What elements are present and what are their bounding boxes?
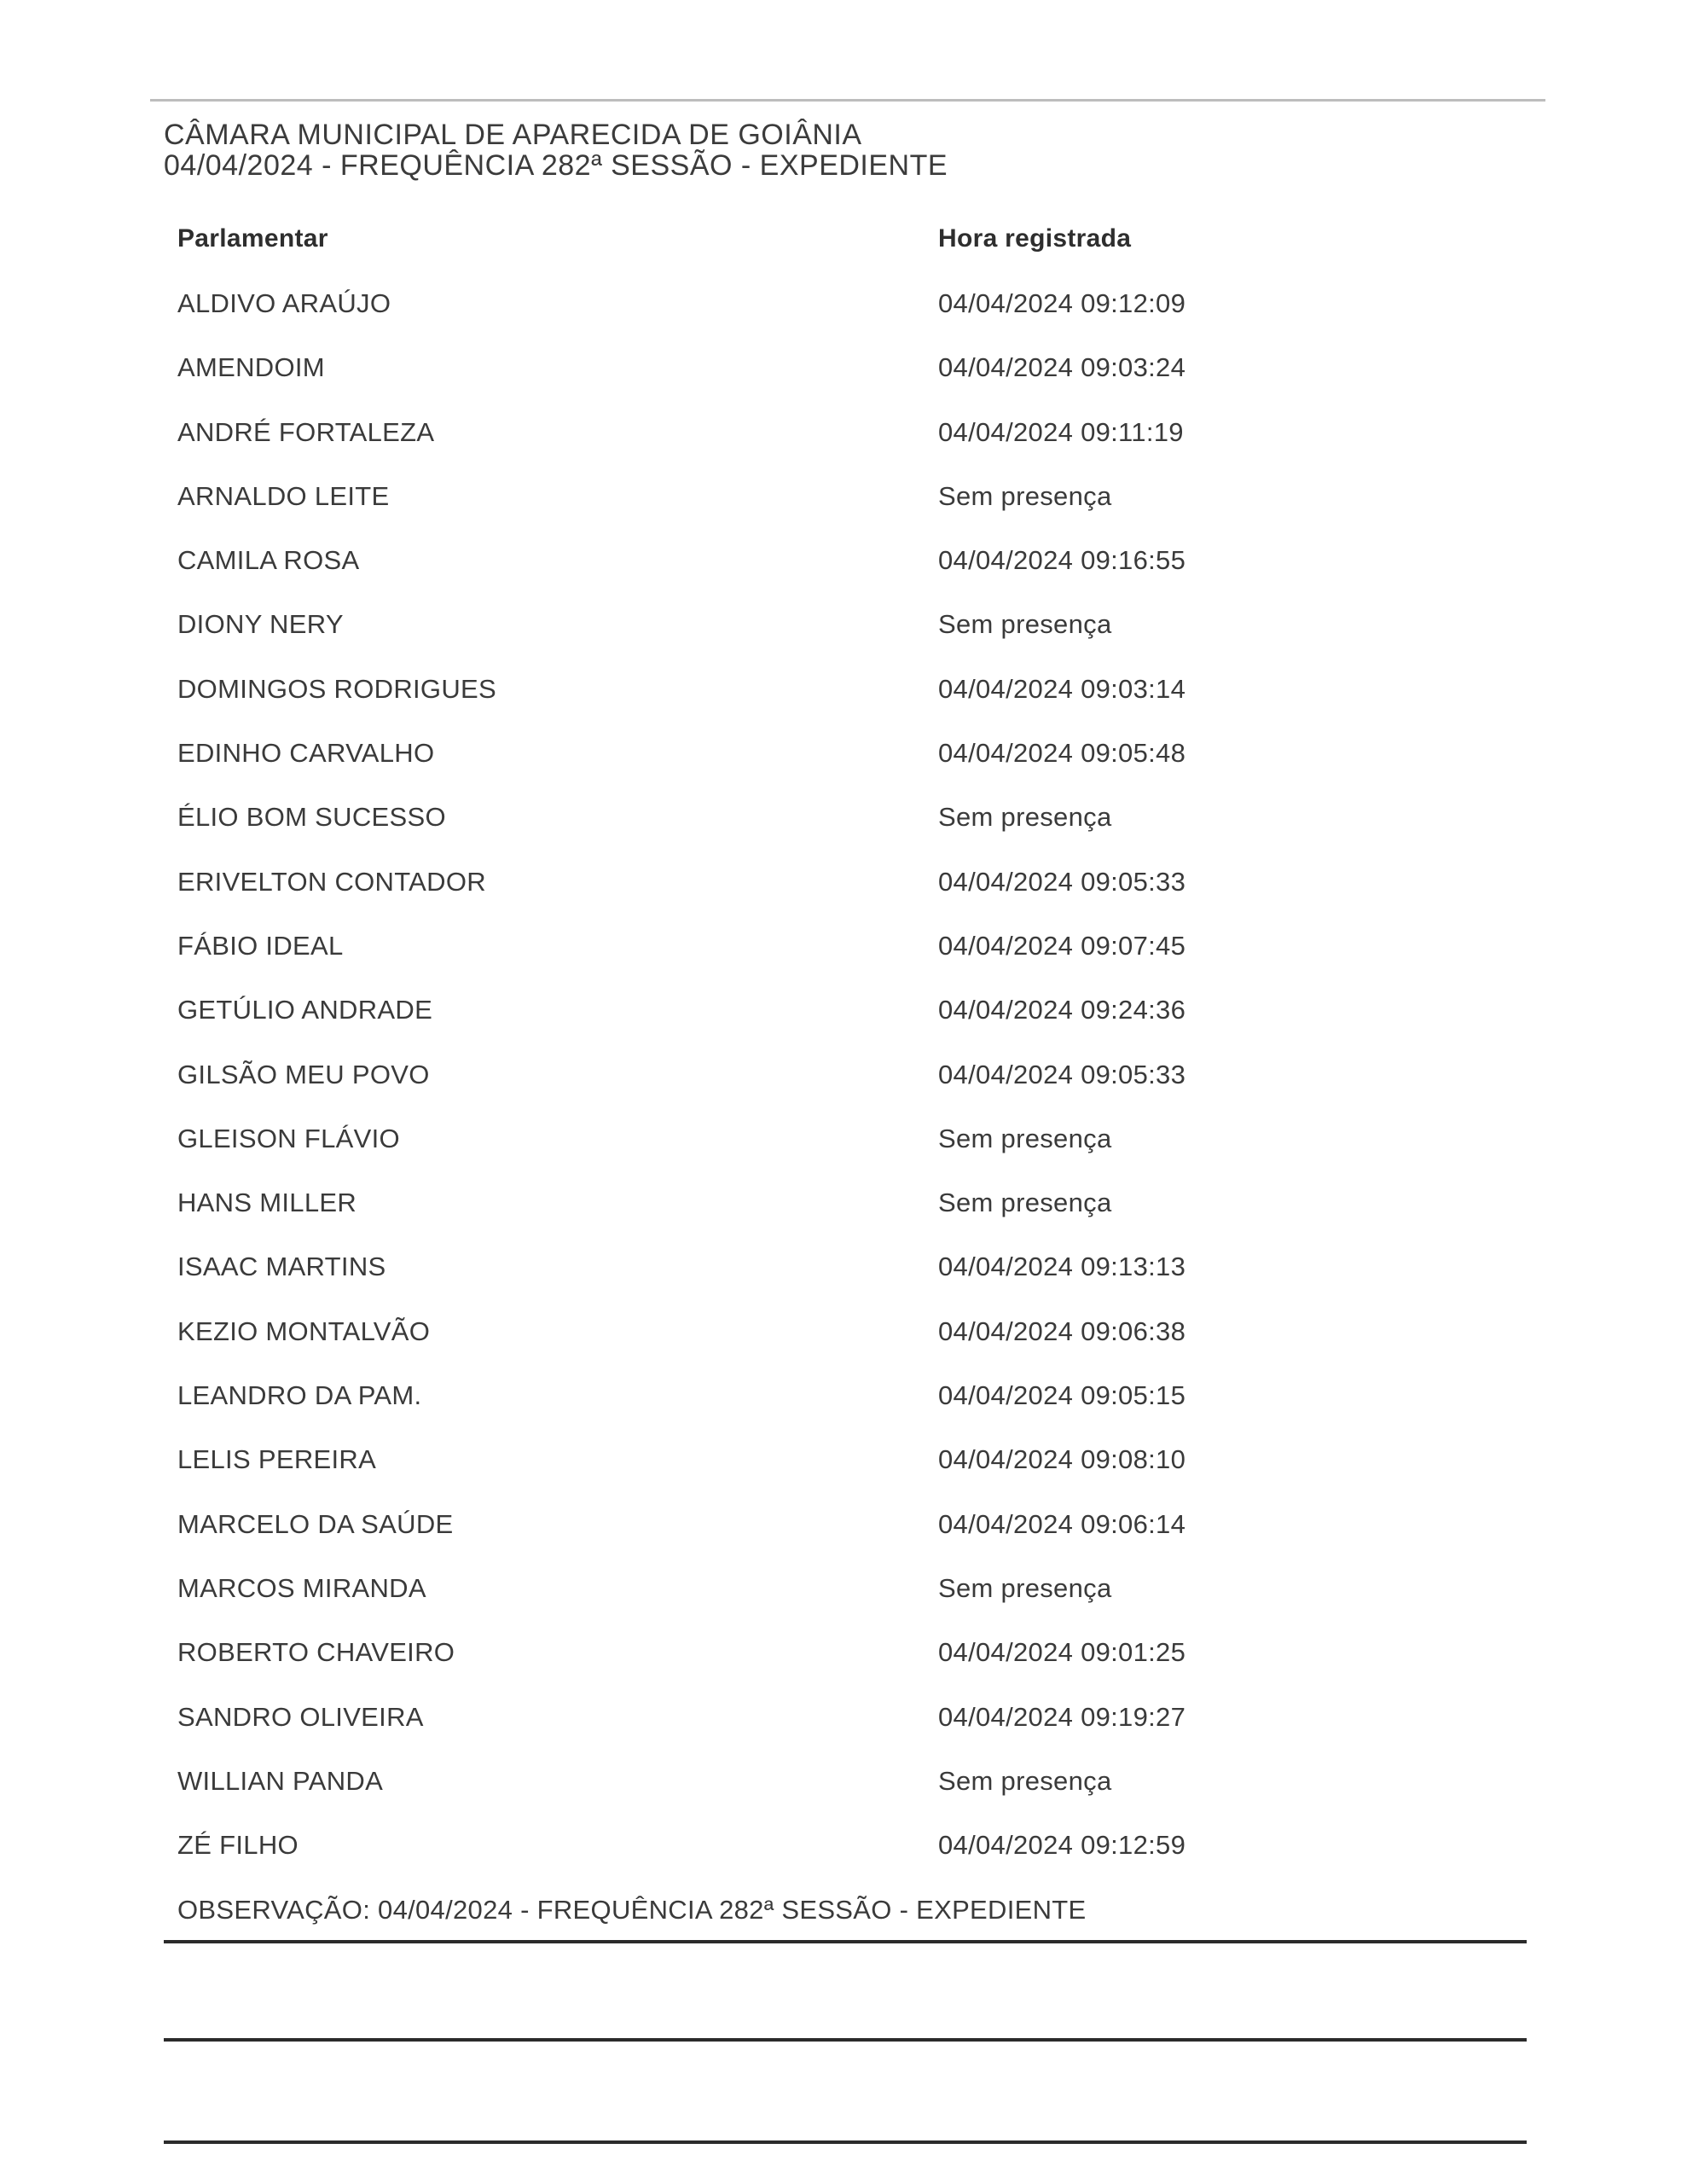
table-row xyxy=(177,607,1508,671)
table-row xyxy=(177,1571,1508,1635)
hora-registrada: Sem presença xyxy=(938,802,1112,833)
table-row xyxy=(177,1250,1508,1314)
table-row xyxy=(177,1379,1508,1443)
parlamentar-name: FÁBIO IDEAL xyxy=(177,930,344,961)
parlamentar-name: DIONY NERY xyxy=(177,609,344,640)
table-row xyxy=(177,929,1508,993)
hora-registrada: 04/04/2024 09:06:14 xyxy=(938,1508,1186,1539)
hora-registrada: 04/04/2024 09:24:36 xyxy=(938,995,1186,1025)
column-header-parlamentar: Parlamentar xyxy=(177,224,328,253)
parlamentar-name: CAMILA ROSA xyxy=(177,545,360,576)
hora-registrada: 04/04/2024 09:11:19 xyxy=(938,416,1184,447)
parlamentar-name: LEANDRO DA PAM. xyxy=(177,1380,422,1411)
hora-registrada: 04/04/2024 09:13:13 xyxy=(938,1252,1186,1282)
hora-registrada: Sem presença xyxy=(938,1572,1112,1603)
parlamentar-name: LELIS PEREIRA xyxy=(177,1444,377,1475)
table-row xyxy=(177,993,1508,1057)
document-header xyxy=(164,119,1528,181)
table-row xyxy=(177,1764,1508,1828)
table-row xyxy=(177,1122,1508,1186)
parlamentar-name: GETÚLIO ANDRADE xyxy=(177,995,433,1025)
parlamentar-name: AMENDOIM xyxy=(177,352,325,383)
hora-registrada: 04/04/2024 09:06:38 xyxy=(938,1316,1186,1346)
hora-registrada: 04/04/2024 09:05:33 xyxy=(938,1059,1186,1089)
signature-line-2 xyxy=(164,2038,1527,2042)
parlamentar-name: ROBERTO CHAVEIRO xyxy=(177,1637,455,1668)
parlamentar-name: MARCOS MIRANDA xyxy=(177,1572,426,1603)
session-title: 04/04/2024 - FREQUÊNCIA 282ª SESSÃO - EXPEDIENTE xyxy=(164,149,948,182)
table-row xyxy=(177,543,1508,607)
parlamentar-name: ALDIVO ARAÚJO xyxy=(177,288,391,318)
parlamentar-name: DOMINGOS RODRIGUES xyxy=(177,673,496,704)
parlamentar-name: SANDRO OLIVEIRA xyxy=(177,1701,424,1732)
table-row xyxy=(177,1058,1508,1122)
hora-registrada: 04/04/2024 09:08:10 xyxy=(938,1444,1186,1475)
hora-registrada: 04/04/2024 09:12:59 xyxy=(938,1830,1186,1861)
top-divider xyxy=(150,99,1545,102)
parlamentar-name: ZÉ FILHO xyxy=(177,1830,299,1861)
table-body xyxy=(177,287,1508,1892)
parlamentar-name: KEZIO MONTALVÃO xyxy=(177,1316,431,1346)
hora-registrada: 04/04/2024 09:05:33 xyxy=(938,866,1186,897)
parlamentar-name: GILSÃO MEU POVO xyxy=(177,1059,430,1089)
table-row xyxy=(177,800,1508,864)
parlamentar-name: ÉLIO BOM SUCESSO xyxy=(177,802,446,833)
table-row xyxy=(177,479,1508,543)
attendance-table xyxy=(177,222,1508,1892)
table-row xyxy=(177,1186,1508,1250)
hora-registrada: 04/04/2024 09:07:45 xyxy=(938,930,1186,961)
institution-title: CÂMARA MUNICIPAL DE APARECIDA DE GOIÂNIA xyxy=(164,119,862,151)
hora-registrada: 04/04/2024 09:05:48 xyxy=(938,738,1186,769)
table-row xyxy=(177,1315,1508,1379)
hora-registrada: Sem presença xyxy=(938,609,1112,640)
hora-registrada: Sem presença xyxy=(938,1765,1112,1796)
hora-registrada: 04/04/2024 09:19:27 xyxy=(938,1701,1186,1732)
table-row xyxy=(177,351,1508,415)
table-row xyxy=(177,287,1508,351)
parlamentar-name: ANDRÉ FORTALEZA xyxy=(177,416,435,447)
table-row xyxy=(177,1507,1508,1571)
table-row xyxy=(177,415,1508,479)
parlamentar-name: HANS MILLER xyxy=(177,1188,357,1218)
table-row xyxy=(177,1828,1508,1892)
signature-line-1 xyxy=(164,1940,1527,1943)
hora-registrada: 04/04/2024 09:03:24 xyxy=(938,352,1186,383)
parlamentar-name: ERIVELTON CONTADOR xyxy=(177,866,486,897)
parlamentar-name: GLEISON FLÁVIO xyxy=(177,1123,400,1153)
table-row xyxy=(177,672,1508,736)
parlamentar-name: WILLIAN PANDA xyxy=(177,1765,384,1796)
table-row xyxy=(177,1700,1508,1764)
parlamentar-name: MARCELO DA SAÚDE xyxy=(177,1508,454,1539)
table-row xyxy=(177,1443,1508,1507)
parlamentar-name: ARNALDO LEITE xyxy=(177,480,390,511)
signature-line-3 xyxy=(164,2140,1527,2144)
table-header-row xyxy=(177,222,1508,287)
hora-registrada: 04/04/2024 09:16:55 xyxy=(938,545,1186,576)
hora-registrada: 04/04/2024 09:05:15 xyxy=(938,1380,1186,1411)
hora-registrada: Sem presença xyxy=(938,480,1112,511)
table-row xyxy=(177,865,1508,929)
column-header-hora-registrada: Hora registrada xyxy=(938,224,1132,253)
table-row xyxy=(177,1635,1508,1699)
table-row xyxy=(177,736,1508,800)
observation-note: OBSERVAÇÃO: 04/04/2024 - FREQUÊNCIA 282ª SESSÃO - EXPEDIENTE xyxy=(177,1895,1087,1925)
parlamentar-name: EDINHO CARVALHO xyxy=(177,738,435,769)
hora-registrada: 04/04/2024 09:03:14 xyxy=(938,673,1186,704)
hora-registrada: Sem presença xyxy=(938,1123,1112,1153)
hora-registrada: Sem presença xyxy=(938,1188,1112,1218)
hora-registrada: 04/04/2024 09:12:09 xyxy=(938,288,1186,318)
hora-registrada: 04/04/2024 09:01:25 xyxy=(938,1637,1186,1668)
parlamentar-name: ISAAC MARTINS xyxy=(177,1252,386,1282)
